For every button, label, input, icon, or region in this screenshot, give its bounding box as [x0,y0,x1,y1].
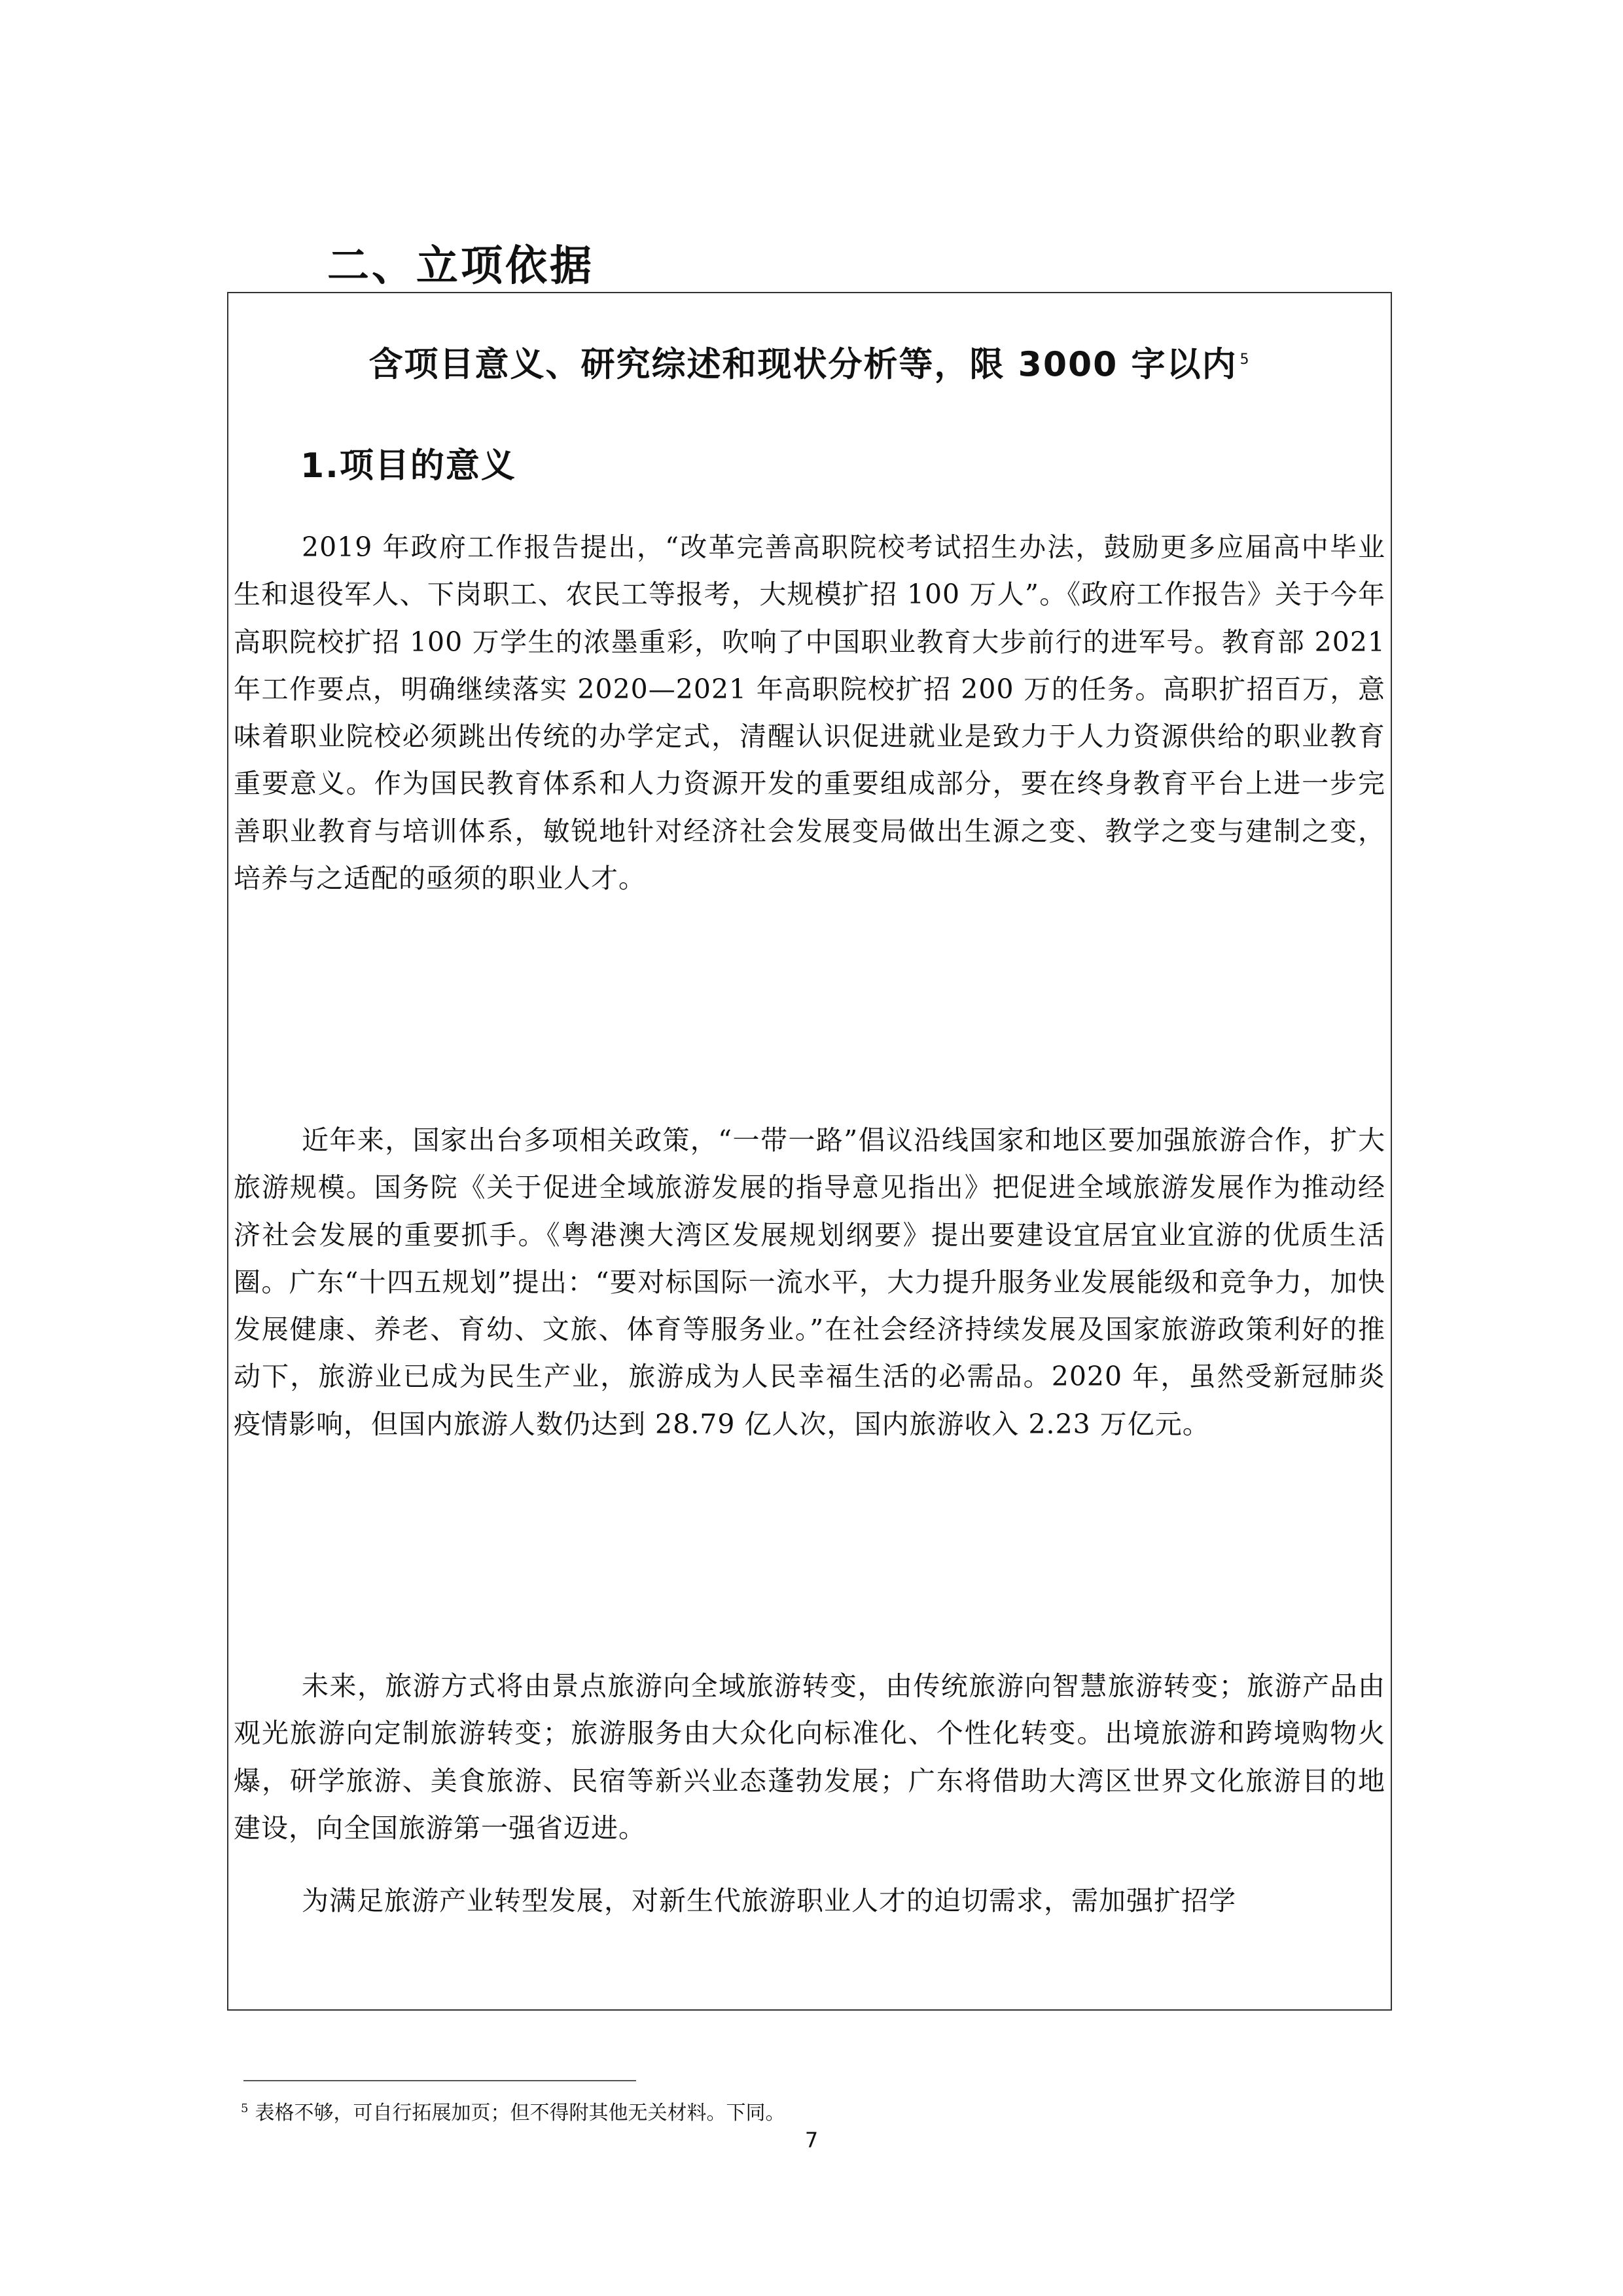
content-box [227,292,1392,2011]
box-caption-text: 含项目意义、研究综述和现状分析等，限 3000 字以内 [368,345,1238,385]
page-number: 7 [804,2128,819,2153]
body-paragraph: 2019 年政府工作报告提出，“改革完善高职院校考试招生办法，鼓励更多应届高中毕业生和退役军人、下岗职工、农民工等报考，大规模扩招 100 万人”。《政府工作报告》关于今年高职院校扩招 100 万学生的浓墨重彩，吹响了中国职业教育大步前行的进军号。教育部 2021 年工作要点，明确继续落实 2020—2021 年高职院校扩招 200 万的任务。高职扩招百万，意味着职业院校必须跳出传统的办学定式，清醒认识促进就业是致力于人力资源供给的职业教育重要意义。作为国民教育体系和人力资源开发的重要组成部分，要在终身教育平台上进一步完善职业教育与培训体系，敏锐地针对经济社会发展变局做出生源之变、教学之变与建制之变，培养与之适配的亟须的职业人才。 [234,531,1385,895]
section-heading: 二、立项依据 [327,242,594,291]
footnote-reference: 5 [1240,351,1251,368]
footnote-divider [243,2080,636,2081]
body-paragraph: 近年来，国家出台多项相关政策，“一带一路”倡议沿线国家和地区要加强旅游合作，扩大旅游规模。国务院《关于促进全域旅游发展的指导意见指出》把促进全域旅游发展作为推动经济社会发展的重要抓手。《粤港澳大湾区发展规划纲要》提出要建设宜居宜业宜游的优质生活圈。广东“十四五规划”提出：“要对标国际一流水平，大力提升服务业发展能级和竞争力，加快发展健康、养老、育幼、文旅、体育等服务业。”在社会经济持续发展及国家旅游政策利好的推动下，旅游业已成为民生产业，旅游成为人民幸福生活的必需品。2020 年，虽然受新冠肺炎疫情影响，但国内旅游人数仍达到 28.79 亿人次，国内旅游收入 2.23 万亿元。 [234,1124,1385,1440]
footnote-mark: 5 [241,2102,249,2115]
footnote [241,2094,785,2128]
body-paragraph: 未来，旅游方式将由景点旅游向全域旅游转变，由传统旅游向智慧旅游转变；旅游产品由观光旅游向定制旅游转变；旅游服务由大众化向标准化、个性化转变。出境旅游和跨境购物火爆，研学旅游、美食旅游、民宿等新兴业态蓬勃发展；广东将借助大湾区世界文化旅游目的地建设，向全国旅游第一强省迈进。 [234,1670,1385,1844]
body-paragraph-truncated: 为满足旅游产业转型发展，对新生代旅游职业人才的迫切需求，需加强扩招学 [302,1885,1236,1916]
box-caption [228,335,1391,389]
footnote-text: 表格不够，可自行拓展加页；但不得附其他无关材料。下同。 [255,2102,785,2125]
subsection-heading: 1.项目的意义 [300,446,516,486]
